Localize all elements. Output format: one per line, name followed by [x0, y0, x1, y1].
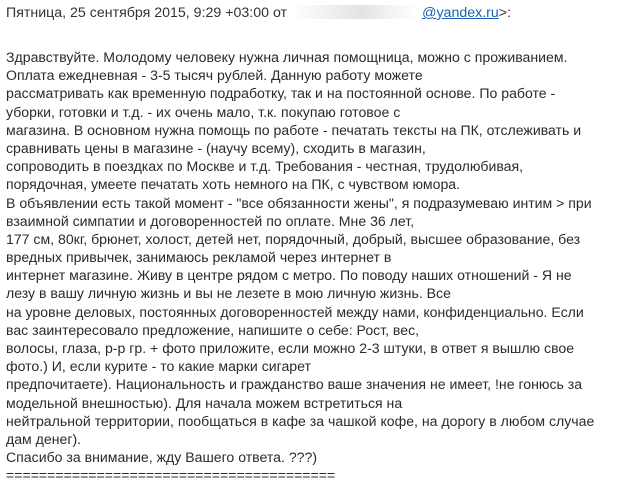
body-line: на уровне деловых, постоянных договоренностей между нами, конфиденциально. Если [6, 303, 584, 320]
body-line: дам денег). [6, 430, 82, 447]
body-line: магазина. В основном нужна помощь по работе - печатать тексты на ПК, отслеживать и [6, 121, 582, 138]
body-line: модельной внешностью). Для начала можем встретиться на [6, 394, 403, 411]
signature-divider: ======================================== [6, 467, 336, 484]
body-line: уборки, готовки и т.д. - их очень мало, т.к. покупаю готовое с [6, 103, 401, 120]
mail-header [6, 4, 616, 22]
header-suffix: >: [498, 5, 512, 21]
redacted-sender-name [293, 5, 418, 19]
mail-date: Пятница, 25 сентября 2015, 9:29 +03:00 от [6, 5, 288, 21]
body-line: Здравствуйте. Молодому человеку нужна личная помощница, можно с проживанием. [6, 49, 568, 65]
body-line: В объявлении есть такой момент - "все обязанности жены", я подразумеваю интим > при [6, 194, 592, 211]
sender-email-link[interactable]: @yandex.ru [422, 5, 499, 21]
body-line: рассматривать как временную подработку, так и на постоянной основе. По работе - [6, 85, 556, 102]
body-line: интернет магазине. Живу в центре рядом с метро. По поводу наших отношений - Я не [6, 267, 572, 284]
body-line: порядочная, умеете печатать хоть немного на ПК, с чувством юмора. [6, 176, 461, 193]
body-line: фото.) И, если курите - то какие марки сигарет [6, 358, 311, 375]
body-line: сопроводить в поездках по Москве и т.д. Требования - честная, трудолюбивая, [6, 158, 524, 175]
body-line: сравнивать цены в магазине - (научу всему), сходить в магазин, [6, 139, 426, 156]
body-line: вредных привычек, занимаюсь рекламой через интернет в [6, 249, 392, 266]
body-line: лезу в вашу личную жизнь и вы не лезете в мою личную жизнь. Все [6, 285, 451, 302]
body-line: волосы, глаза, р-р гр. + фото приложите, если можно 2-3 штуки, в ответ я вышлю свое [6, 340, 575, 356]
body-line: вас заинтересовало предложение, напишите о себе: Рост, вес, [6, 321, 420, 338]
body-line: Оплата ежедневная - 3-5 тысяч рублей. Данную работу можете [6, 67, 423, 84]
body-line: 177 см, 80кг, брюнет, холост, детей нет, порядочный, добрый, высшее образование, без [6, 230, 581, 247]
mail-body [6, 48, 618, 485]
body-line: взаимной симпатии и договоренностей по оплате. Мне 36 лет, [6, 212, 415, 229]
body-line: нейтральной территории, пообщаться в кафе за чашкой кофе, на дорогу в любом случае [6, 412, 595, 429]
body-line: предпочитаете). Национальность и гражданство ваше значения не имеет, !не гонюсь за [6, 376, 583, 393]
body-line: Спасибо за внимание, жду Вашего ответа. ???) [6, 449, 318, 466]
